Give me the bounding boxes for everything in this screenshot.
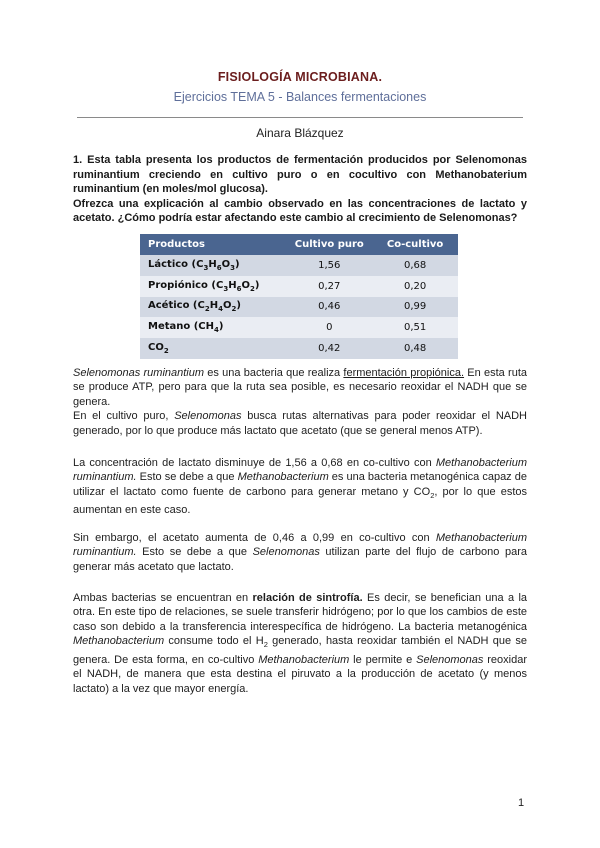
question-prompt: Ofrezca una explicación al cambio observado en las concentraciones de lactato y acetato. ¿Cómo podría estar afectando este cambio al crecimiento de Selenomonas? bbox=[73, 197, 527, 225]
table-row bbox=[140, 276, 458, 297]
species-name: Selenomonas bbox=[416, 653, 484, 666]
product-name: Metano $(CH_4)$ bbox=[140, 317, 286, 338]
answer-paragraph-4: Ambas bacterias se encuentran en relación de sintrofía. Es decir, se benefician una a la otra. En este tipo de relaciones, se suele transferir hidrógeno; por lo que los cambios de este caso son debido a la transferencia interespecífica de hidrógeno. La bacteria metanogénica Methanobacterium consume todo el $H_2$ generado, hasta reoxidar también el NADH que se genera. De esta forma, en co-cultivo Methanobacterium le permite e Selenomonas reoxidar el NADH, de manera que esta destina el piruvato a la producción de acetato (y menos lactato) a la vez que mayor energía. bbox=[73, 592, 528, 695]
pure-culture-value: 1,56 bbox=[286, 255, 372, 276]
bold-term: relación de sintrofía. bbox=[252, 592, 363, 604]
species-name: Methanobacterium bbox=[258, 653, 350, 666]
table-row bbox=[140, 255, 458, 276]
document-subtitle: Ejercicios TEMA 5 - Balances fermentaciones bbox=[173, 90, 427, 104]
species-name: Methanobacterium ruminantium. bbox=[73, 532, 527, 559]
species-name: Methanobacterium bbox=[237, 471, 329, 484]
header-co-culture: Co-cultivo bbox=[372, 234, 458, 255]
header-divider bbox=[77, 117, 523, 118]
question-text: Esta tabla presenta los productos de fermentación producidos por Selenomonas ruminantium creciendo en cultivo puro o en cocultivo con Methanobaterium ruminantium (en moles/mol glucosa). bbox=[73, 154, 527, 196]
underlined-term: fermentación propiónica. bbox=[343, 367, 465, 379]
species-name: Selenomonas bbox=[174, 410, 242, 423]
answer-paragraph-1: Selenomonas ruminantium es una bacteria que realiza fermentación propiónica. En esta ruta se produce ATP, pero para que la ruta sea posible, es necesario reoxidar el NADH que se genera. En el cultivo puro, Selenomonas busca rutas alternativas para poder reoxidar el NADH generado, por lo que produce más lactato que acetato (que se general menos ATP). bbox=[73, 367, 527, 437]
header-products: Productos bbox=[140, 234, 286, 255]
answer-paragraph-2: La concentración de lactato disminuye de 1,56 a 0,68 en co-cultivo con Methanobacterium ruminantium. Esto se debe a que Methanobacterium es una bacteria metanogénica capaz de utilizar el lactato como fuente de carbono para generar metano y $CO_2$, por lo que estos aumentan en este caso. bbox=[73, 457, 528, 517]
product-name: Láctico $(C_3H_6O_3)$ bbox=[140, 255, 286, 276]
pure-culture-value: 0,42 bbox=[286, 338, 372, 359]
species-name: Selenomonas bbox=[252, 546, 320, 559]
page-number: 1 bbox=[518, 797, 525, 809]
product-name: Acético $(C_2H_4O_2)$ bbox=[140, 297, 286, 318]
table-header-row bbox=[140, 234, 458, 255]
answer-paragraph-3: Sin embargo, el acetato aumenta de 0,46 a 0,99 en co-cultivo con Methanobacterium ruminantium. Esto se debe a que Selenomonas utilizan parte del flujo de carbono para generar más acetato que lactato. bbox=[73, 532, 527, 573]
co-culture-value: 0,51 bbox=[372, 317, 458, 338]
species-name: Methanobacterium bbox=[73, 635, 165, 648]
product-name: $CO_2$ bbox=[140, 338, 286, 359]
co-culture-value: 0,20 bbox=[372, 276, 458, 297]
table-row bbox=[140, 297, 458, 318]
table-row bbox=[140, 317, 458, 338]
document-title: FISIOLOGÍA MICROBIANA. bbox=[217, 70, 383, 84]
pure-culture-value: 0,46 bbox=[286, 297, 372, 318]
header-pure-culture: Cultivo puro bbox=[286, 234, 372, 255]
co-culture-value: 0,99 bbox=[372, 297, 458, 318]
pure-culture-value: 0,27 bbox=[286, 276, 372, 297]
question-statement bbox=[73, 153, 527, 197]
author-name: Ainara Blázquez bbox=[256, 126, 344, 140]
species-name: Selenomonas ruminantium bbox=[73, 367, 205, 379]
species-name: Methanobacterium ruminantium. bbox=[73, 457, 527, 484]
co-culture-value: 0,48 bbox=[372, 338, 458, 359]
question-block bbox=[73, 153, 527, 226]
product-name: Propiónico $(C_3H_6O_2)$ bbox=[140, 276, 286, 297]
pure-culture-value: 0 bbox=[286, 317, 372, 338]
fermentation-products-table bbox=[140, 234, 458, 359]
co-culture-value: 0,68 bbox=[372, 255, 458, 276]
table-row bbox=[140, 338, 458, 359]
question-number: 1. bbox=[73, 154, 83, 166]
